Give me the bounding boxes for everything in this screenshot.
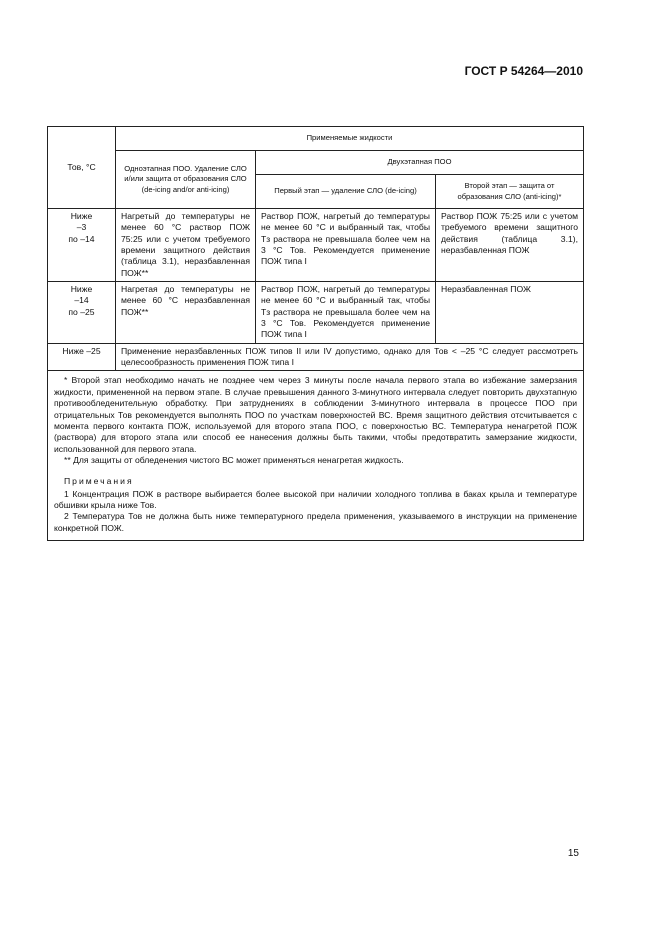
- fluids-table: [47, 126, 584, 541]
- table-row: [48, 209, 584, 282]
- table-row: [48, 282, 584, 344]
- note-1: 1 Концентрация ПОЖ в растворе выбирается более высокой при наличии холодного топлива в баках крыла и температуре обшивки крыла ниже Тов.: [54, 488, 578, 510]
- header-applied-fluids: Применяемые жидкости: [116, 127, 584, 151]
- header-two-stage: Двухэтапная ПОО: [256, 151, 584, 175]
- note-2: 2 Температура Тов не должна быть ниже температурного предела применения, указываемого в инструкции на применение конкретной ПОЖ.: [54, 511, 578, 533]
- header-one-stage: Одноэтапная ПОО. Удаление СЛО и/или защита от образования СЛО (de-icing and/or anti-icing): [116, 151, 256, 209]
- header-second-stage: Второй этап — защита от образования СЛО (anti-icing)*: [436, 175, 584, 209]
- temp-cell: Ниже –14 по –25: [48, 282, 116, 344]
- merged-cell: Применение неразбавленных ПОЖ типов II или IV допустимо, однако для Тов < –25 °С следует рассмотреть целесообразность применения ПОЖ типа I: [116, 343, 584, 371]
- standard-number: ГОСТ Р 54264—2010: [464, 64, 583, 78]
- header-tov: Тов, °С: [48, 127, 116, 209]
- table-row: [48, 343, 584, 371]
- temp-cell: Ниже –25: [48, 343, 116, 371]
- second-stage-cell: Неразбавленная ПОЖ: [436, 282, 584, 344]
- footnotes-cell: [48, 371, 584, 540]
- first-stage-cell: Раствор ПОЖ, нагретый до температуры не менее 60 °С и выбранный так, чтобы Тз раствора не превышала более чем на 3 °С Тов. Рекомендуется применение ПОЖ типа I: [256, 282, 436, 344]
- page-number: 15: [567, 848, 579, 859]
- footnote-2: ** Для защиты от обледенения чистого ВС может применяться ненагретая жидкость.: [64, 454, 404, 465]
- first-stage-cell: Раствор ПОЖ, нагретый до температуры не менее 60 °С и выбранный так, чтобы Тз раствора не превышала более чем на 3 °С Тов. Рекомендуется применение ПОЖ типа I: [256, 209, 436, 282]
- notes-row: [48, 371, 584, 540]
- notes-header: Примечания: [64, 476, 134, 487]
- one-stage-cell: Нагретая до температуры не менее 60 °С неразбавленная ПОЖ**: [116, 282, 256, 344]
- temp-cell: Ниже –3 по –14: [48, 209, 116, 282]
- one-stage-cell: Нагретый до температуры не менее 60 °С раствор ПОЖ 75:25 или с учетом требуемого времени защитного действия (таблица 3.1), неразбавленная ПОЖ**: [116, 209, 256, 282]
- footnote-1: * Второй этап необходимо начать не позднее чем через 3 минуты после начала первого этапа во избежание замерзания жидкости, примененной на первом этапе. В случае превышения данного 3-минутного интервала следует повторить двухэтапную противообледенительную обработку. При затруднениях в соблюдении 3-минутного интервала в процессе ПОО при отрицательных Тов рекомендуется выполнять ПОО по участкам поверхностей ВС. Время защитного действия отсчитывается с момента первого контакта ПОЖ, используемой для второго этапа ПОО, с поверхностью ВС. Температура ненагретой ПОЖ (раствора) для второго этапа или способ ее нанесения должны быть такими, чтобы предотвратить замерзание жидкости, использованной для первого этапа.: [54, 375, 578, 454]
- second-stage-cell: Раствор ПОЖ 75:25 или с учетом требуемого времени защитного действия (таблица 3.1), неразбавленная ПОЖ: [436, 209, 584, 282]
- header-first-stage: Первый этап — удаление СЛО (de-icing): [256, 175, 436, 209]
